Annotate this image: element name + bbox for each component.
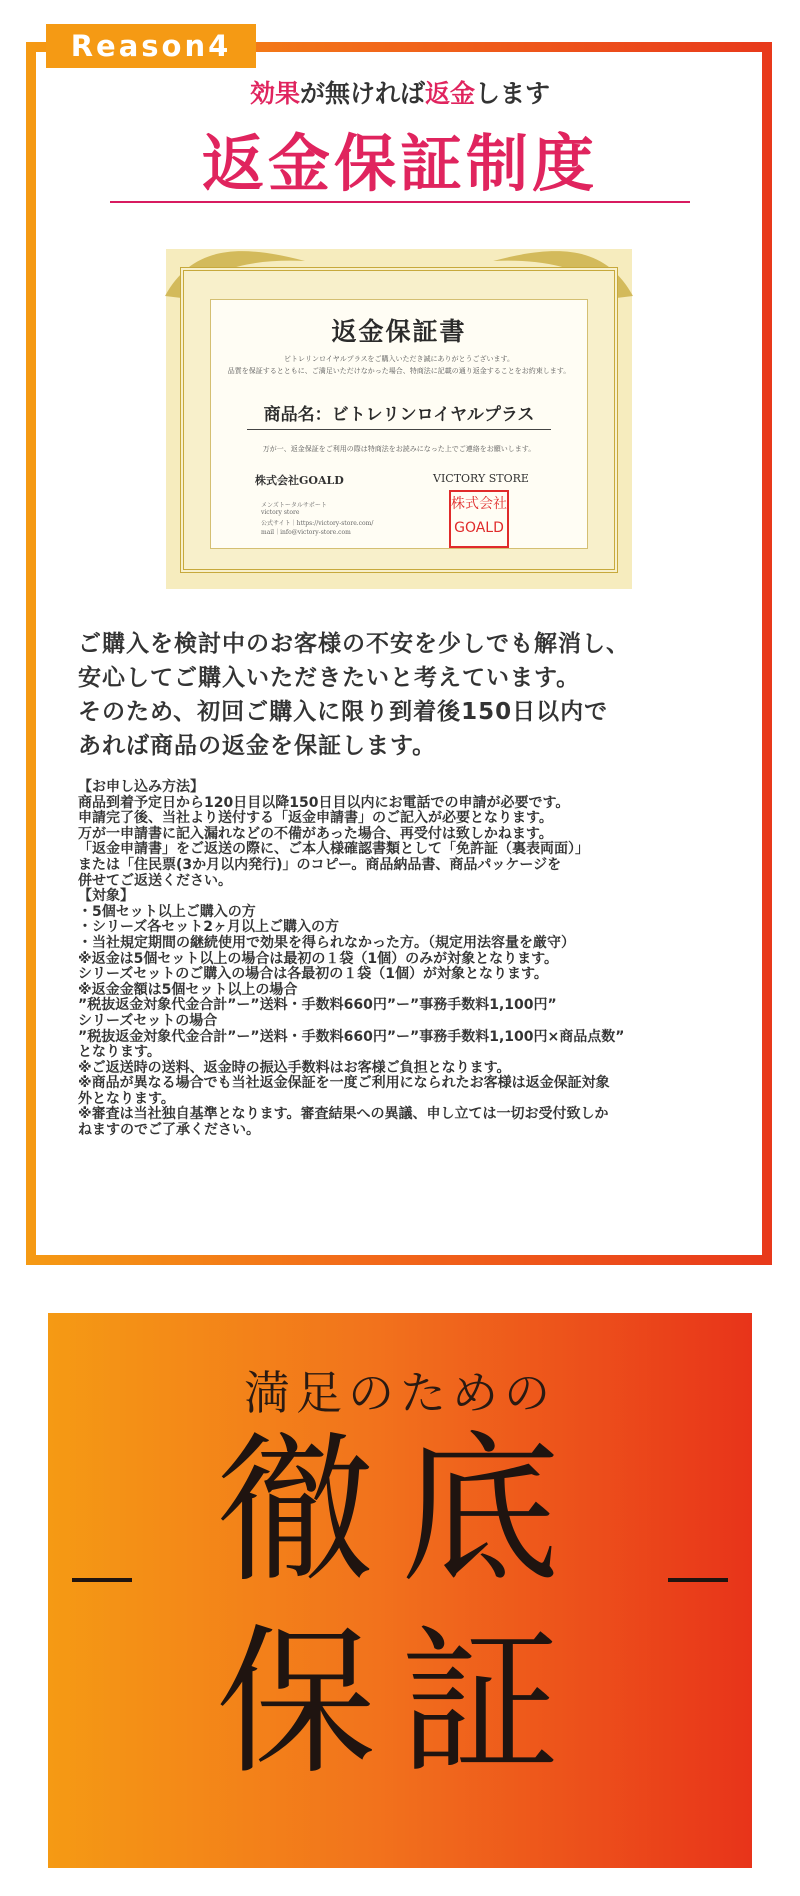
certificate-note: 万が一、返金保証をご利用の際は特商法をお読みになった上でご連絡をお願いします。 bbox=[262, 445, 536, 453]
subtitle-part1: 効果 bbox=[249, 79, 300, 108]
subtitle-part3: 返金 bbox=[425, 79, 476, 108]
terms-line: ・当社規定期間の継続使用で効果を得られなかった方。（規定用法容量を厳守） bbox=[78, 934, 575, 951]
certificate-intro-line2: 品質を保証するとともに、ご満足いただけなかった場合、特商法に記載の通り返金することをお約束します。 bbox=[227, 367, 571, 375]
certificate-body bbox=[210, 299, 588, 549]
refund-certificate-image bbox=[166, 249, 632, 589]
lead-line: あれば商品の返金を保証します。 bbox=[78, 733, 437, 759]
lead-line: 安心してご購入いただきたいと考えています。 bbox=[78, 665, 581, 691]
subtitle-part2: が無ければ bbox=[299, 79, 425, 108]
certificate-contact-line1: メンズトータルサポート bbox=[261, 502, 327, 509]
subtitle-part4: します bbox=[475, 79, 551, 108]
certificate-contact-line3: 公式サイト｜https://victory-store.com/ bbox=[261, 520, 374, 527]
terms-line: ”税抜返金対象代金合計”ー”送料・手数料660円”ー”事務手数料1,100円×商品点数” bbox=[78, 1028, 625, 1045]
terms-line: 併せてご返送ください。 bbox=[78, 872, 232, 889]
terms-line: ねますのでご了承ください。 bbox=[78, 1122, 260, 1139]
lead-paragraph bbox=[78, 627, 738, 763]
terms-line: 【対象】 bbox=[78, 888, 134, 905]
terms-line: 「返金申請書」をご返送の際に、ご本人様確認書類として「免許証（裏表両面）」 bbox=[78, 841, 589, 858]
terms-line: ・5個セット以上ご購入の方 bbox=[78, 903, 256, 920]
terms-line: シリーズセットのご購入の場合は各最初の１袋（1個）が対象となります。 bbox=[78, 966, 548, 983]
terms-line: ※審査は当社独自基準となります。審査結果への異議、申し立ては一切お受付致しか bbox=[78, 1106, 609, 1123]
terms-line: 万が一申請書に記入漏れなどの不備があった場合、再受付は致しかねます。 bbox=[78, 825, 553, 842]
terms-line: ※返金金額は5個セット以上の場合 bbox=[78, 981, 298, 998]
terms-line: または「住民票(3か月以内発行)」のコピー。商品納品書、商品パッケージを bbox=[78, 856, 562, 873]
terms-line: となります。 bbox=[78, 1044, 161, 1061]
certificate-product-name: 商品名：ビトレリンロイヤルプラス bbox=[247, 400, 551, 430]
certificate-company: 株式会社GOALD bbox=[255, 474, 344, 487]
certificate-intro-line1: ビトレリンロイヤルプラスをご購入いただき誠にありがとうございます。 bbox=[284, 355, 514, 363]
terms-line: 外となります。 bbox=[78, 1090, 175, 1107]
terms-line: ・シリーズ各セット2ヶ月以上ご購入の方 bbox=[78, 919, 340, 936]
terms-line: ※返金は5個セット以上の場合は最初の１袋（1個）のみが対象となります。 bbox=[78, 950, 558, 967]
company-seal-stamp bbox=[449, 490, 509, 548]
title-divider bbox=[110, 201, 690, 203]
terms-line: ※商品が異なる場合でも当社返金保証を一度ご利用になられたお客様は返金保証対象 bbox=[78, 1075, 610, 1092]
banner-subtitle: 満足のための bbox=[244, 1366, 556, 1420]
certificate-heading: 返金保証書 bbox=[331, 317, 467, 346]
terms-line: 申請完了後、当社より送付する「返金申請書」のご記入が必要となります。 bbox=[78, 810, 553, 827]
terms-line: シリーズセットの場合 bbox=[78, 1012, 218, 1029]
seal-line2: GOALD bbox=[454, 520, 504, 536]
terms-line: ”税抜返金対象代金合計”ー”送料・手数料660円”ー”事務手数料1,100円” bbox=[78, 997, 557, 1014]
guarantee-title: 返金保証制度 bbox=[201, 127, 598, 200]
terms-line: ※ご返送時の送料、返金時の振込手数料はお客様ご負担となります。 bbox=[78, 1059, 511, 1076]
lead-line: ご購入を検討中のお客様の不安を少しでも解消し、 bbox=[78, 631, 630, 657]
certificate-contact-line4: mail｜info@victory-store.com bbox=[261, 529, 351, 536]
seal-line1: 株式会社 bbox=[451, 496, 507, 512]
reason-label: Reason4 bbox=[46, 24, 256, 68]
guarantee-subtitle bbox=[0, 74, 800, 110]
lead-line: そのため、初回ご購入に限り到着後150日以内で bbox=[78, 699, 609, 725]
thorough-guarantee-banner bbox=[48, 1313, 752, 1868]
terms-line: 商品到着予定日から120日目以降150日目以内にお電話での申請が必要です。 bbox=[78, 794, 570, 811]
certificate-store: VICTORY STORE bbox=[433, 472, 529, 485]
certificate-contact-line2: victory store bbox=[261, 509, 300, 516]
banner-title-line2: 保証 bbox=[215, 1609, 584, 1796]
banner-title-line1: 徹底 bbox=[215, 1417, 584, 1604]
application-terms bbox=[78, 780, 748, 1139]
terms-line: 【お申し込み方法】 bbox=[78, 779, 204, 795]
